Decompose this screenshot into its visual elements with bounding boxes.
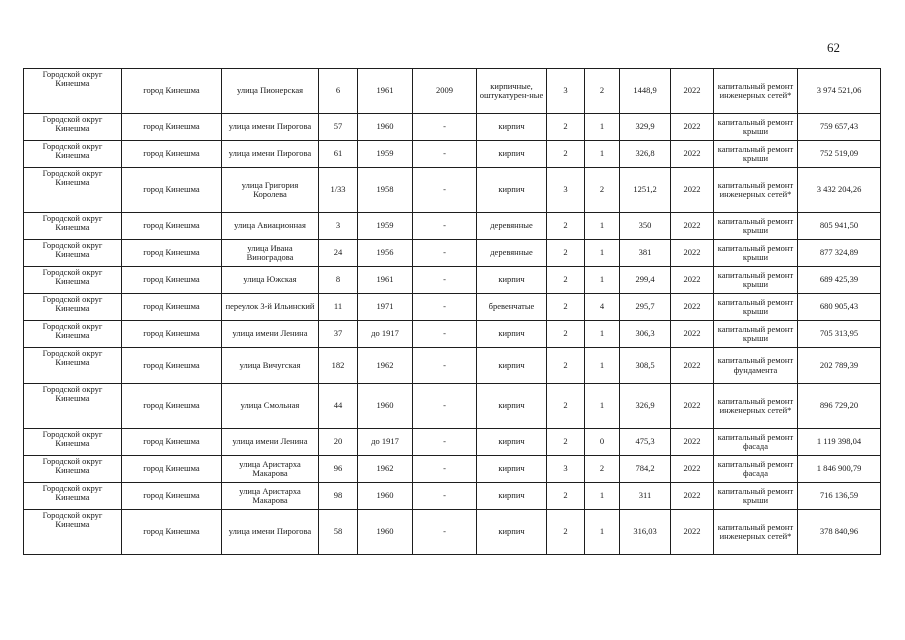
house-number-cell: 98 <box>319 483 358 510</box>
street-cell: улица имени Пирогова <box>222 114 319 141</box>
area-cell: 1251,2 <box>620 168 671 213</box>
house-number-cell: 11 <box>319 294 358 321</box>
planned-year-cell: 2022 <box>671 483 714 510</box>
area-cell: 306,3 <box>620 321 671 348</box>
entrances-cell: 0 <box>585 429 620 456</box>
entrances-cell: 2 <box>585 168 620 213</box>
wall-material-cell: кирпич <box>477 114 547 141</box>
street-cell: улица Аристарха Макарова <box>222 483 319 510</box>
table-row <box>24 114 881 141</box>
overhaul-year-cell: - <box>413 141 477 168</box>
construction-year-cell: до 1917 <box>358 429 413 456</box>
planned-year-cell: 2022 <box>671 69 714 114</box>
construction-year-cell: 1958 <box>358 168 413 213</box>
planned-year-cell: 2022 <box>671 321 714 348</box>
street-cell: улица Пионерская <box>222 69 319 114</box>
cost-cell: 705 313,95 <box>798 321 881 348</box>
planned-year-cell: 2022 <box>671 267 714 294</box>
street-cell: улица Аристарха Макарова <box>222 456 319 483</box>
floors-cell: 2 <box>547 213 585 240</box>
overhaul-year-cell: - <box>413 213 477 240</box>
house-number-cell: 8 <box>319 267 358 294</box>
municipality-cell: Городской округ Кинешма <box>24 240 122 267</box>
table-row <box>24 384 881 429</box>
entrances-cell: 1 <box>585 510 620 555</box>
area-cell: 1448,9 <box>620 69 671 114</box>
table-row <box>24 141 881 168</box>
street-cell: улица Григория Королева <box>222 168 319 213</box>
overhaul-year-cell: - <box>413 429 477 456</box>
municipality-cell: Городской округ Кинешма <box>24 168 122 213</box>
wall-material-cell: кирпич <box>477 267 547 294</box>
table-row <box>24 240 881 267</box>
house-number-cell: 20 <box>319 429 358 456</box>
construction-year-cell: до 1917 <box>358 321 413 348</box>
work-type-cell: капитальный ремонт крыши <box>714 321 798 348</box>
wall-material-cell: кирпичные, оштукатурен-ные <box>477 69 547 114</box>
planned-year-cell: 2022 <box>671 141 714 168</box>
cost-cell: 202 789,39 <box>798 348 881 384</box>
planned-year-cell: 2022 <box>671 294 714 321</box>
street-cell: переулок 3-й Ильинский <box>222 294 319 321</box>
house-number-cell: 182 <box>319 348 358 384</box>
table-body <box>24 69 881 555</box>
planned-year-cell: 2022 <box>671 114 714 141</box>
area-cell: 326,9 <box>620 384 671 429</box>
municipality-cell: Городской округ Кинешма <box>24 267 122 294</box>
construction-year-cell: 1959 <box>358 213 413 240</box>
work-type-cell: капитальный ремонт крыши <box>714 141 798 168</box>
table-row <box>24 348 881 384</box>
floors-cell: 2 <box>547 483 585 510</box>
house-number-cell: 96 <box>319 456 358 483</box>
floors-cell: 2 <box>547 429 585 456</box>
entrances-cell: 1 <box>585 384 620 429</box>
street-cell: улица имени Пирогова <box>222 141 319 168</box>
work-type-cell: капитальный ремонт фундамента <box>714 348 798 384</box>
wall-material-cell: кирпич <box>477 141 547 168</box>
settlement-cell: город Кинешма <box>122 384 222 429</box>
area-cell: 381 <box>620 240 671 267</box>
overhaul-year-cell: 2009 <box>413 69 477 114</box>
overhaul-year-cell: - <box>413 483 477 510</box>
construction-year-cell: 1961 <box>358 267 413 294</box>
settlement-cell: город Кинешма <box>122 141 222 168</box>
settlement-cell: город Кинешма <box>122 69 222 114</box>
settlement-cell: город Кинешма <box>122 240 222 267</box>
municipality-cell: Городской округ Кинешма <box>24 384 122 429</box>
entrances-cell: 1 <box>585 321 620 348</box>
table-row <box>24 294 881 321</box>
cost-cell: 752 519,09 <box>798 141 881 168</box>
area-cell: 326,8 <box>620 141 671 168</box>
table-row <box>24 510 881 555</box>
floors-cell: 2 <box>547 267 585 294</box>
house-number-cell: 44 <box>319 384 358 429</box>
municipality-cell: Городской округ Кинешма <box>24 114 122 141</box>
street-cell: улица Вичугская <box>222 348 319 384</box>
planned-year-cell: 2022 <box>671 348 714 384</box>
housing-repair-table <box>23 68 881 555</box>
area-cell: 311 <box>620 483 671 510</box>
entrances-cell: 1 <box>585 348 620 384</box>
construction-year-cell: 1962 <box>358 348 413 384</box>
page-number: 62 <box>827 40 840 55</box>
municipality-cell: Городской округ Кинешма <box>24 294 122 321</box>
settlement-cell: город Кинешма <box>122 510 222 555</box>
table-row <box>24 267 881 294</box>
area-cell: 475,3 <box>620 429 671 456</box>
wall-material-cell: деревянные <box>477 240 547 267</box>
table-row <box>24 69 881 114</box>
cost-cell: 3 432 204,26 <box>798 168 881 213</box>
construction-year-cell: 1960 <box>358 510 413 555</box>
municipality-cell: Городской округ Кинешма <box>24 141 122 168</box>
house-number-cell: 61 <box>319 141 358 168</box>
cost-cell: 805 941,50 <box>798 213 881 240</box>
street-cell: улица Смольная <box>222 384 319 429</box>
floors-cell: 3 <box>547 456 585 483</box>
settlement-cell: город Кинешма <box>122 294 222 321</box>
construction-year-cell: 1960 <box>358 384 413 429</box>
area-cell: 299,4 <box>620 267 671 294</box>
settlement-cell: город Кинешма <box>122 348 222 384</box>
table-row <box>24 429 881 456</box>
overhaul-year-cell: - <box>413 294 477 321</box>
floors-cell: 2 <box>547 141 585 168</box>
floors-cell: 3 <box>547 69 585 114</box>
house-number-cell: 57 <box>319 114 358 141</box>
settlement-cell: город Кинешма <box>122 114 222 141</box>
street-cell: улица Авиационная <box>222 213 319 240</box>
construction-year-cell: 1956 <box>358 240 413 267</box>
cost-cell: 1 846 900,79 <box>798 456 881 483</box>
cost-cell: 689 425,39 <box>798 267 881 294</box>
floors-cell: 2 <box>547 294 585 321</box>
street-cell: улица имени Ленина <box>222 321 319 348</box>
planned-year-cell: 2022 <box>671 510 714 555</box>
municipality-cell: Городской округ Кинешма <box>24 510 122 555</box>
settlement-cell: город Кинешма <box>122 456 222 483</box>
wall-material-cell: кирпич <box>477 456 547 483</box>
floors-cell: 2 <box>547 240 585 267</box>
municipality-cell: Городской округ Кинешма <box>24 429 122 456</box>
table-row <box>24 213 881 240</box>
work-type-cell: капитальный ремонт инженерных сетей* <box>714 168 798 213</box>
construction-year-cell: 1960 <box>358 114 413 141</box>
construction-year-cell: 1959 <box>358 141 413 168</box>
work-type-cell: капитальный ремонт инженерных сетей* <box>714 384 798 429</box>
wall-material-cell: деревянные <box>477 213 547 240</box>
municipality-cell: Городской округ Кинешма <box>24 69 122 114</box>
entrances-cell: 2 <box>585 456 620 483</box>
street-cell: улица имени Пирогова <box>222 510 319 555</box>
floors-cell: 2 <box>547 348 585 384</box>
municipality-cell: Городской округ Кинешма <box>24 213 122 240</box>
area-cell: 329,9 <box>620 114 671 141</box>
work-type-cell: капитальный ремонт крыши <box>714 294 798 321</box>
construction-year-cell: 1962 <box>358 456 413 483</box>
overhaul-year-cell: - <box>413 510 477 555</box>
planned-year-cell: 2022 <box>671 168 714 213</box>
planned-year-cell: 2022 <box>671 429 714 456</box>
cost-cell: 1 119 398,04 <box>798 429 881 456</box>
work-type-cell: капитальный ремонт инженерных сетей* <box>714 69 798 114</box>
wall-material-cell: кирпич <box>477 510 547 555</box>
street-cell: улица имени Ленина <box>222 429 319 456</box>
overhaul-year-cell: - <box>413 240 477 267</box>
settlement-cell: город Кинешма <box>122 168 222 213</box>
overhaul-year-cell: - <box>413 456 477 483</box>
overhaul-year-cell: - <box>413 384 477 429</box>
work-type-cell: капитальный ремонт инженерных сетей* <box>714 510 798 555</box>
entrances-cell: 1 <box>585 240 620 267</box>
settlement-cell: город Кинешма <box>122 429 222 456</box>
floors-cell: 3 <box>547 168 585 213</box>
area-cell: 316,03 <box>620 510 671 555</box>
overhaul-year-cell: - <box>413 348 477 384</box>
settlement-cell: город Кинешма <box>122 267 222 294</box>
overhaul-year-cell: - <box>413 168 477 213</box>
floors-cell: 2 <box>547 510 585 555</box>
entrances-cell: 1 <box>585 483 620 510</box>
wall-material-cell: кирпич <box>477 483 547 510</box>
house-number-cell: 6 <box>319 69 358 114</box>
cost-cell: 680 905,43 <box>798 294 881 321</box>
municipality-cell: Городской округ Кинешма <box>24 483 122 510</box>
entrances-cell: 1 <box>585 213 620 240</box>
entrances-cell: 4 <box>585 294 620 321</box>
construction-year-cell: 1971 <box>358 294 413 321</box>
house-number-cell: 24 <box>319 240 358 267</box>
work-type-cell: капитальный ремонт крыши <box>714 114 798 141</box>
area-cell: 295,7 <box>620 294 671 321</box>
entrances-cell: 2 <box>585 69 620 114</box>
table-row <box>24 483 881 510</box>
wall-material-cell: кирпич <box>477 168 547 213</box>
house-number-cell: 37 <box>319 321 358 348</box>
floors-cell: 2 <box>547 384 585 429</box>
entrances-cell: 1 <box>585 141 620 168</box>
overhaul-year-cell: - <box>413 321 477 348</box>
municipality-cell: Городской округ Кинешма <box>24 321 122 348</box>
settlement-cell: город Кинешма <box>122 213 222 240</box>
planned-year-cell: 2022 <box>671 384 714 429</box>
cost-cell: 3 974 521,06 <box>798 69 881 114</box>
wall-material-cell: кирпич <box>477 384 547 429</box>
street-cell: улица Ивана Виноградова <box>222 240 319 267</box>
municipality-cell: Городской округ Кинешма <box>24 456 122 483</box>
cost-cell: 877 324,89 <box>798 240 881 267</box>
entrances-cell: 1 <box>585 114 620 141</box>
overhaul-year-cell: - <box>413 267 477 294</box>
wall-material-cell: кирпич <box>477 321 547 348</box>
work-type-cell: капитальный ремонт крыши <box>714 240 798 267</box>
work-type-cell: капитальный ремонт фасада <box>714 456 798 483</box>
wall-material-cell: бревенчатые <box>477 294 547 321</box>
table-row <box>24 456 881 483</box>
overhaul-year-cell: - <box>413 114 477 141</box>
wall-material-cell: кирпич <box>477 348 547 384</box>
house-number-cell: 3 <box>319 213 358 240</box>
cost-cell: 378 840,96 <box>798 510 881 555</box>
planned-year-cell: 2022 <box>671 456 714 483</box>
work-type-cell: капитальный ремонт крыши <box>714 213 798 240</box>
table-row <box>24 321 881 348</box>
settlement-cell: город Кинешма <box>122 483 222 510</box>
work-type-cell: капитальный ремонт крыши <box>714 483 798 510</box>
cost-cell: 716 136,59 <box>798 483 881 510</box>
construction-year-cell: 1960 <box>358 483 413 510</box>
wall-material-cell: кирпич <box>477 429 547 456</box>
area-cell: 784,2 <box>620 456 671 483</box>
house-number-cell: 58 <box>319 510 358 555</box>
floors-cell: 2 <box>547 114 585 141</box>
work-type-cell: капитальный ремонт крыши <box>714 267 798 294</box>
area-cell: 350 <box>620 213 671 240</box>
work-type-cell: капитальный ремонт фасада <box>714 429 798 456</box>
cost-cell: 759 657,43 <box>798 114 881 141</box>
table-row <box>24 168 881 213</box>
planned-year-cell: 2022 <box>671 213 714 240</box>
cost-cell: 896 729,20 <box>798 384 881 429</box>
construction-year-cell: 1961 <box>358 69 413 114</box>
floors-cell: 2 <box>547 321 585 348</box>
area-cell: 308,5 <box>620 348 671 384</box>
entrances-cell: 1 <box>585 267 620 294</box>
settlement-cell: город Кинешма <box>122 321 222 348</box>
municipality-cell: Городской округ Кинешма <box>24 348 122 384</box>
planned-year-cell: 2022 <box>671 240 714 267</box>
street-cell: улица Южская <box>222 267 319 294</box>
house-number-cell: 1/33 <box>319 168 358 213</box>
